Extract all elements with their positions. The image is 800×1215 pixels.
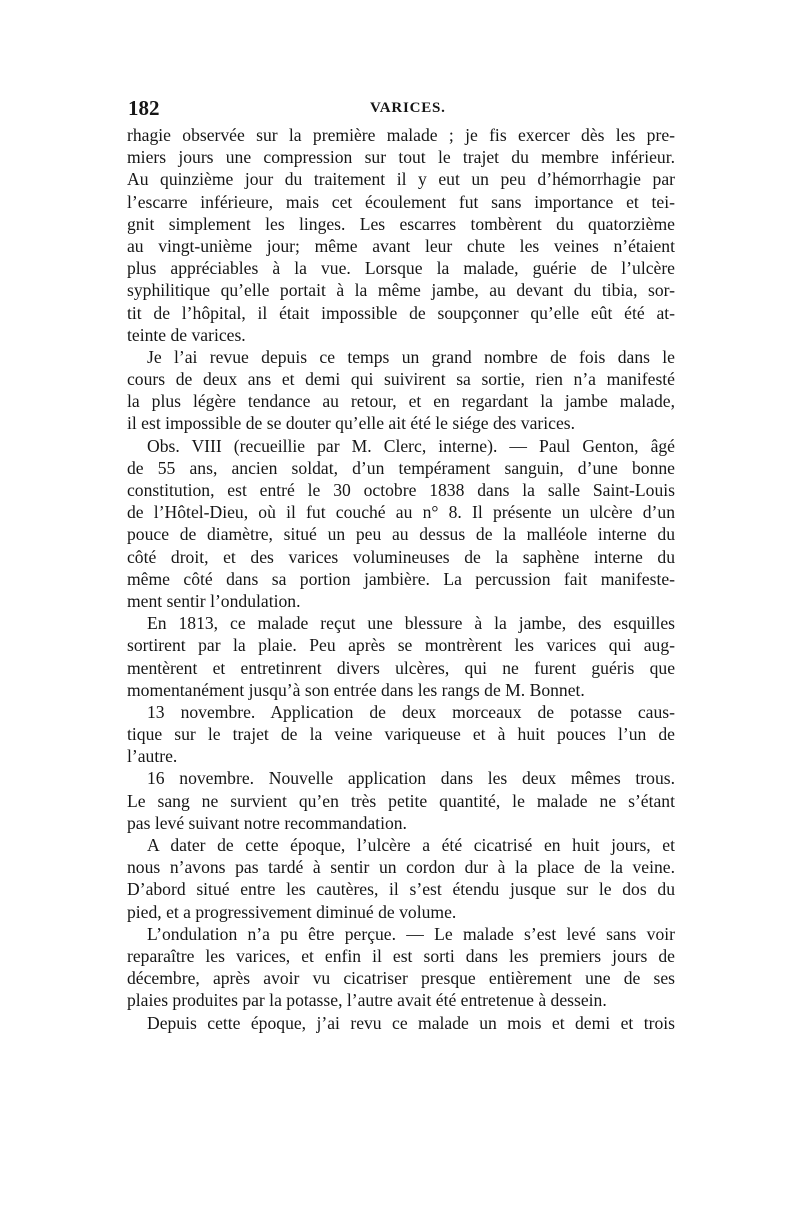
text-line: L’ondulation n’a pu être perçue. — Le malade s’est levé sans voir (147, 923, 675, 944)
text-line: l’autre. (127, 746, 178, 767)
text-line: plus appréciables à la vue. Lorsque la malade, guérie de l’ulcère (127, 258, 675, 279)
text-line: rhagie observée sur la première malade ; je fis exercer dès les pre- (127, 125, 675, 145)
text-line: Au quinzième jour du traitement il y eut un peu d’hémorrhagie par (127, 169, 675, 190)
text-line: cours de deux ans et demi qui suivirent sa sortie, rien n’a manifesté (127, 369, 675, 390)
text-line: côté droit, et des varices volumineuses de la saphène interne du (127, 546, 675, 567)
text-line: nous n’avons pas tardé à sentir un cordon dur à la place de la veine. (127, 857, 675, 878)
text-line: D’abord situé entre les cautères, il s’est étendu jusque sur le dos du (127, 879, 675, 900)
text-line: reparaître les varices, et enfin il est sorti dans les premiers jours de (127, 945, 675, 966)
text-line: même côté dans sa portion jambière. La percussion fait manifeste- (127, 568, 675, 589)
text-line: teinte de varices. (127, 324, 246, 345)
text-line: constitution, est entré le 30 octobre 1838 dans la salle Saint-Louis (127, 480, 675, 500)
text-line: syphilitique qu’elle portait à la même jambe, au devant du tibia, sor- (127, 280, 675, 301)
text-line: décembre, après avoir vu cicatriser presque entièrement une de ses (127, 968, 675, 989)
text-line: tique sur le trajet de la veine variqueuse et à huit pouces l’un de (127, 724, 675, 745)
text-line: la plus légère tendance au retour, et en regardant la jambe malade, (127, 391, 675, 412)
page-number: 182 (128, 96, 160, 120)
text-line: au vingt-unième jour; même avant leur chute les veines n’étaient (127, 235, 675, 256)
text-line: Je l’ai revue depuis ce temps un grand nombre de fois dans le (147, 346, 675, 367)
text-line: En 1813, ce malade reçut une blessure à la jambe, des esquilles (147, 613, 675, 634)
text-line: tit de l’hôpital, il était impossible de soupçonner qu’elle eût été at- (127, 302, 675, 323)
text-line: il est impossible de se douter qu’elle ait été le siége des varices. (127, 413, 576, 434)
body-text (127, 124, 675, 1034)
text-line: sortirent par la plaie. Peu après se montrèrent les varices qui aug- (127, 635, 675, 656)
text-line: plaies produites par la potasse, l’autre avait été entretenue à dessein. (127, 990, 607, 1011)
text-line: Obs. VIII (recueillie par M. Clerc, interne). — Paul Genton, âgé (147, 435, 675, 456)
text-line: Le sang ne survient qu’en très petite quantité, le malade ne s’étant (127, 790, 675, 811)
text-line: A dater de cette époque, l’ulcère a été cicatrisé en huit jours, et (147, 835, 675, 855)
text-line: momentanément jusqu’à son entrée dans les rangs de M. Bonnet. (127, 679, 585, 700)
text-line: pouce de diamètre, situé un peu au dessus de la malléole interne du (127, 524, 675, 545)
text-line: gnit simplement les linges. Les escarres tombèrent du quatorzième (127, 213, 675, 234)
running-title: VARICES. (370, 100, 446, 116)
text-line: miers jours une compression sur tout le trajet du membre inférieur. (127, 147, 675, 168)
text-line: ment sentir l’ondulation. (127, 590, 301, 611)
text-line: 16 novembre. Nouvelle application dans les deux mêmes trous. (147, 768, 675, 789)
text-line: de 55 ans, ancien soldat, d’un tempérament sanguin, d’une bonne (127, 457, 675, 478)
text-line: pas levé suivant notre recommandation. (127, 812, 407, 833)
text-line: 13 novembre. Application de deux morceaux de potasse caus- (147, 701, 675, 722)
text-line: Depuis cette époque, j’ai revu ce malade un mois et demi et trois (147, 1012, 675, 1033)
text-line: l’escarre inférieure, mais cet écoulement fut sans importance et tei- (127, 191, 675, 212)
text-line: de l’Hôtel-Dieu, où il fut couché au n° 8. Il présente un ulcère d’un (127, 502, 675, 523)
text-line: mentèrent et entretinrent divers ulcères, qui ne furent guéris que (127, 657, 675, 678)
text-line: pied, et a progressivement diminué de volume. (127, 901, 457, 922)
page-header (125, 96, 677, 126)
